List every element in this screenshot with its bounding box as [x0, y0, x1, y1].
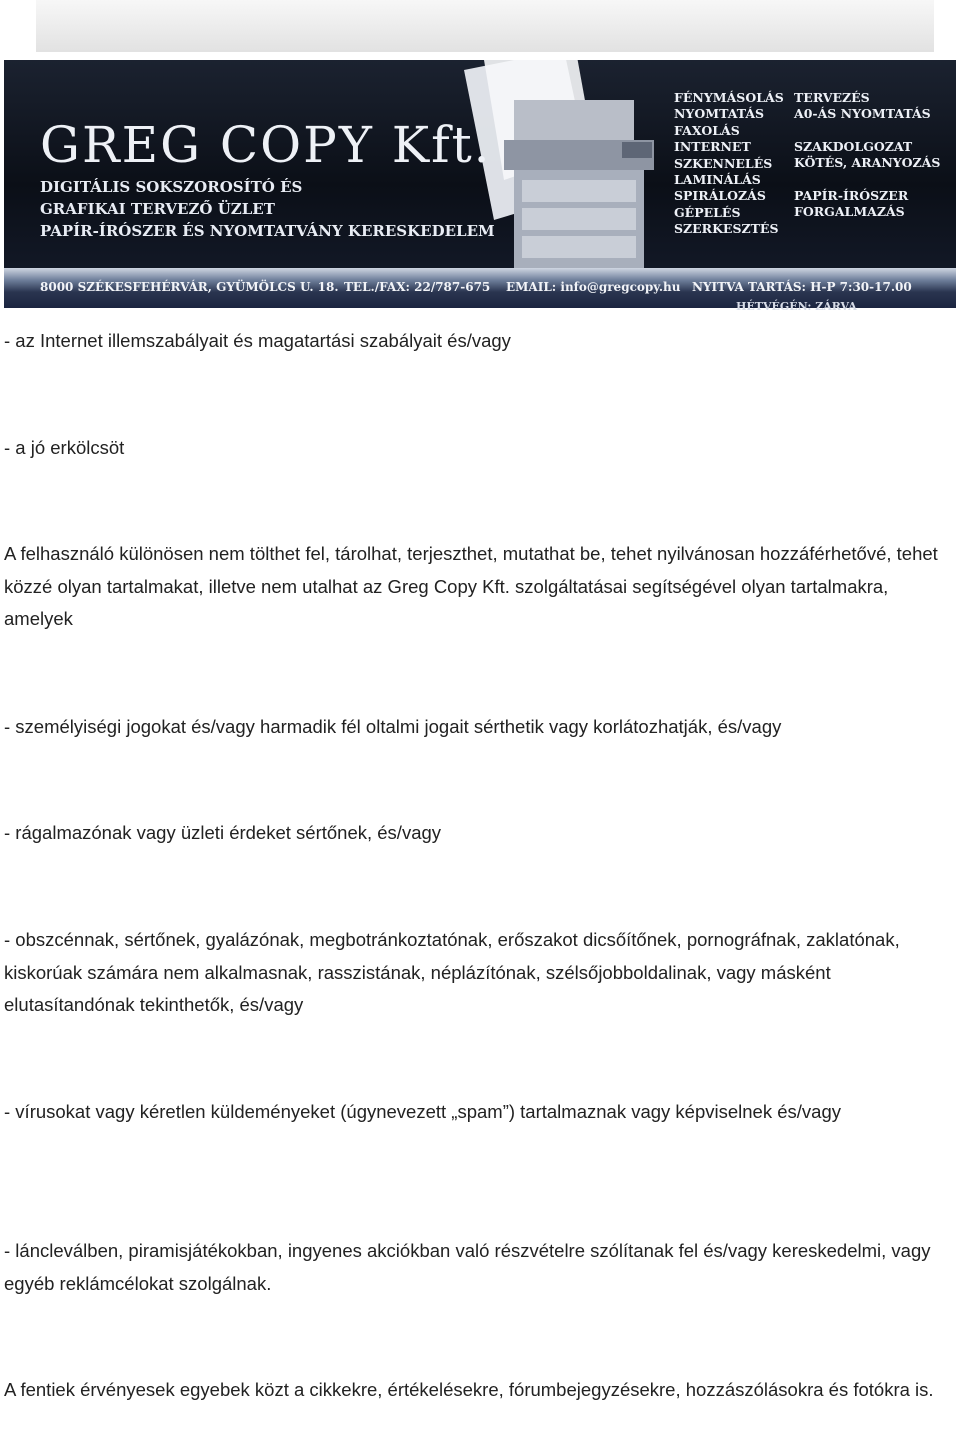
service-item: SZKENNELÉS	[674, 155, 773, 171]
email: EMAIL: info@gregcopy.hu	[506, 280, 681, 294]
paragraph: - személyiségi jogokat és/vagy harmadik fél oltalmi jogait sérthetik vagy korlátozhatják, és/vagy	[4, 716, 782, 737]
paragraph: A felhasználó különösen nem tölthet fel, tárolhat, terjeszthet, mutathat be, tehet nyilvánosan hozzáférhetővé, tehet közzé olyan tartalmakat, illetve nem utalhat az Greg Copy Kft. szolgáltatásai segítségével olyan tartalmakra, amelyek	[4, 543, 938, 629]
paragraph: - a jó erkölcsöt	[4, 437, 125, 458]
paragraph: - obszcénnak, sértőnek, gyalázónak, megbotránkoztatónak, erőszakot dicsőítőnek, pornográfnak, zaklatónak, kiskorúak számára nem alkalmasnak, rasszistának, néplázítónak, szélsőjobboldalinak, vagy másként elutasítandónak tekinthetők, és/vagy	[4, 929, 900, 1015]
paragraph: - vírusokat vagy kéretlen küldeményeket (úgynevezett „spam”) tartalmaznak vagy képviselnek és/vagy	[4, 1101, 841, 1122]
service-item: TERVEZÉS	[794, 90, 870, 105]
tagline-line-2: GRAFIKAI TERVEZŐ ÜZLET	[40, 200, 275, 218]
service-item: FORGALMAZÁS	[794, 204, 905, 220]
service-item: KÖTÉS, ARANYOZÁS	[794, 155, 941, 171]
service-item: PAPÍR-ÍRÓSZER	[794, 187, 909, 203]
service-item: LAMINÁLÁS	[674, 172, 761, 188]
company-name: GREG COPY Kft.	[40, 116, 492, 174]
weekend-hours: HÉTVÉGÉN: ZÁRVA	[736, 300, 857, 313]
services-list-right	[794, 90, 940, 220]
tagline-line-3: PAPÍR-ÍRÓSZER ÉS NYOMTATVÁNY KERESKEDELEM	[40, 222, 495, 240]
service-item: SPIRÁLOZÁS	[674, 188, 766, 204]
paragraph: - láncleválben, piramisjátékokban, ingyenes akciókban való részvételre szólítanak fel és/vagy kereskedelmi, vagy egyéb reklámcélokat szolgálnak.	[4, 1240, 931, 1294]
service-item: NYOMTATÁS	[674, 106, 765, 122]
opening-hours: NYITVA TARTÁS: H-P 7:30-17.00	[692, 280, 912, 294]
service-item: FAXOLÁS	[674, 122, 740, 138]
header-top-strip	[36, 0, 934, 52]
service-item: SZAKDOLGOZAT	[794, 138, 913, 154]
paragraph: - az Internet illemszabályait és magatartási szabályait és/vagy	[4, 330, 511, 351]
contact-bar	[4, 268, 956, 313]
phone: TEL./FAX: 22/787-675	[344, 280, 491, 294]
paragraph: - rágalmazónak vagy üzleti érdeket sértőnek, és/vagy	[4, 822, 442, 843]
tagline-line-1: DIGITÁLIS SOKSZOROSÍTÓ ÉS	[40, 178, 303, 196]
service-item: FÉNYMÁSOLÁS	[674, 90, 784, 105]
service-item: INTERNET	[674, 139, 751, 155]
service-item: GÉPELÉS	[674, 204, 741, 220]
address: 8000 SZÉKESFEHÉRVÁR, GYÜMÖLCS U. 18.	[40, 280, 339, 294]
paragraph: A fentiek érvényesek egyebek közt a cikkekre, értékelésekre, fórumbejegyzésekre, hozzászólásokra és fotókra is.	[4, 1379, 934, 1400]
service-item: A0-ÁS NYOMTATÁS	[794, 106, 931, 122]
service-item: SZERKESZTÉS	[674, 221, 779, 237]
header-banner	[4, 60, 956, 268]
services-list-left	[674, 90, 784, 238]
